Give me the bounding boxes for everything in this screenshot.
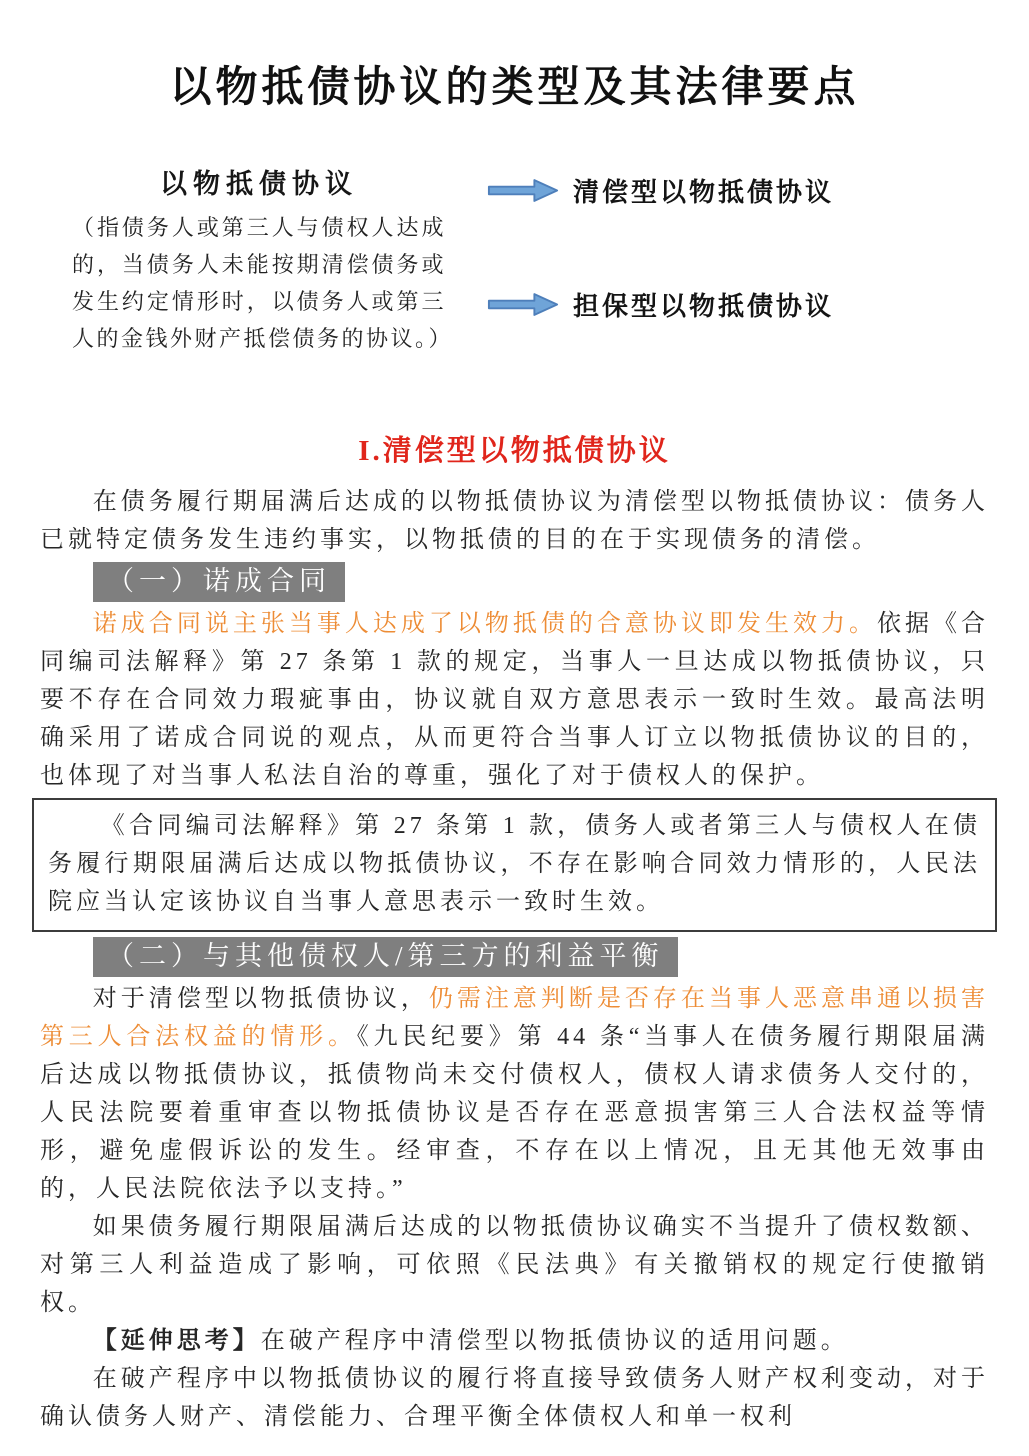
highlighted-sentence: 仍需注意判断是否存在当事人恶意串通以损害第三人合法权益的情形。	[40, 986, 989, 1050]
diagram-branch-label-compensation: 清偿型以物抵债协议	[573, 178, 835, 207]
document-body	[0, 428, 1029, 1436]
diagram-source-title: 以物抵债协议	[160, 169, 358, 199]
highlighted-sentence: 诺成合同说主张当事人达成了以物抵债的合意协议即发生效力。	[92, 611, 877, 637]
diagram-branch-compensation	[487, 172, 834, 209]
right-arrow-icon	[487, 177, 559, 204]
section-1-intro: 在债务履行期届满后达成的以物抵债协议为清偿型以物抵债协议：债务人已就特定债务发生违约事实，以物抵债的目的在于实现债务的清偿。	[40, 489, 989, 553]
extended-thinking-label: 【延伸思考】	[92, 1328, 261, 1354]
paragraph-text: 对于清偿型以物抵债协议，	[92, 986, 429, 1012]
diagram-branch-label-guarantee: 担保型以物抵债协议	[573, 292, 835, 321]
subsection-2-paragraph-2: 如果债务履行期限届满后达成的以物抵债协议确实不当提升了债权数额、对第三人利益造成了影响，可依照《民法典》有关撤销权的规定行使撤销权。	[40, 1214, 989, 1316]
type-diagram	[0, 162, 1029, 362]
extended-thinking-text: 在破产程序中清偿型以物抵债协议的适用问题。	[260, 1328, 849, 1354]
subsection-2-heading: （二）与其他债权人/第三方的利益平衡	[93, 937, 678, 977]
subsection-1-heading: （一）诺成合同	[93, 562, 345, 602]
subsection-2-paragraph-1	[40, 980, 989, 1208]
paragraph-text: 《九民纪要》第 44 条“当事人在债务履行期限届满后达成以物抵债协议，抵债物尚未交付债权人，债权人请求债务人交付的，人民法院要着重审查以物抵债协议是否存在恶意损害第三人合法权益等情形，避免虚假诉讼的发生。经审查，不存在以上情况，且无其他无效事由的，人民法院依法予以支持。”	[40, 1024, 989, 1202]
section-1-heading: I.清偿型以物抵债协议	[358, 435, 671, 467]
subsection-1-heading-row	[40, 559, 989, 605]
diagram-source-block	[72, 162, 454, 357]
subsection-2-heading-row	[40, 934, 989, 980]
paragraph-text: 依据《合同编司法解释》第 27 条第 1 款的规定，当事人一旦达成以物抵债协议，只要不存在合同效力瑕疵事由，协议就自双方意思表示一致时生效。最高法明确采用了诺成合同说的观点，从而更符合当事人订立以物抵债协议的目的，也体现了对当事人私法自治的尊重，强化了对于债权人的保护。	[40, 611, 990, 789]
diagram-branch-guarantee	[487, 286, 834, 323]
statute-quote-text: 《合同编司法解释》第 27 条第 1 款，债务人或者第三人与债权人在债务履行期限届满后达成以物抵债协议，不存在影响合同效力情形的，人民法院应当认定该协议自当事人意思表示一致时生效。	[48, 813, 981, 915]
right-arrow-icon	[487, 291, 559, 318]
extended-thinking-line	[40, 1322, 989, 1360]
diagram-source-description: （指债务人或第三人与债权人达成的，当债务人未能按期清偿债务或发生约定情形时，以债务人或第三人的金钱外财产抵偿债务的协议。）	[72, 215, 454, 351]
subsection-1-paragraph	[40, 605, 989, 795]
subsection-2-paragraph-3: 在破产程序中以物抵债协议的履行将直接导致债务人财产权利变动，对于确认债务人财产、清偿能力、合理平衡全体债权人和单一权利	[40, 1366, 989, 1430]
statute-quote-box	[32, 798, 997, 932]
page-title: 以物抵债协议的类型及其法律要点	[169, 65, 860, 111]
